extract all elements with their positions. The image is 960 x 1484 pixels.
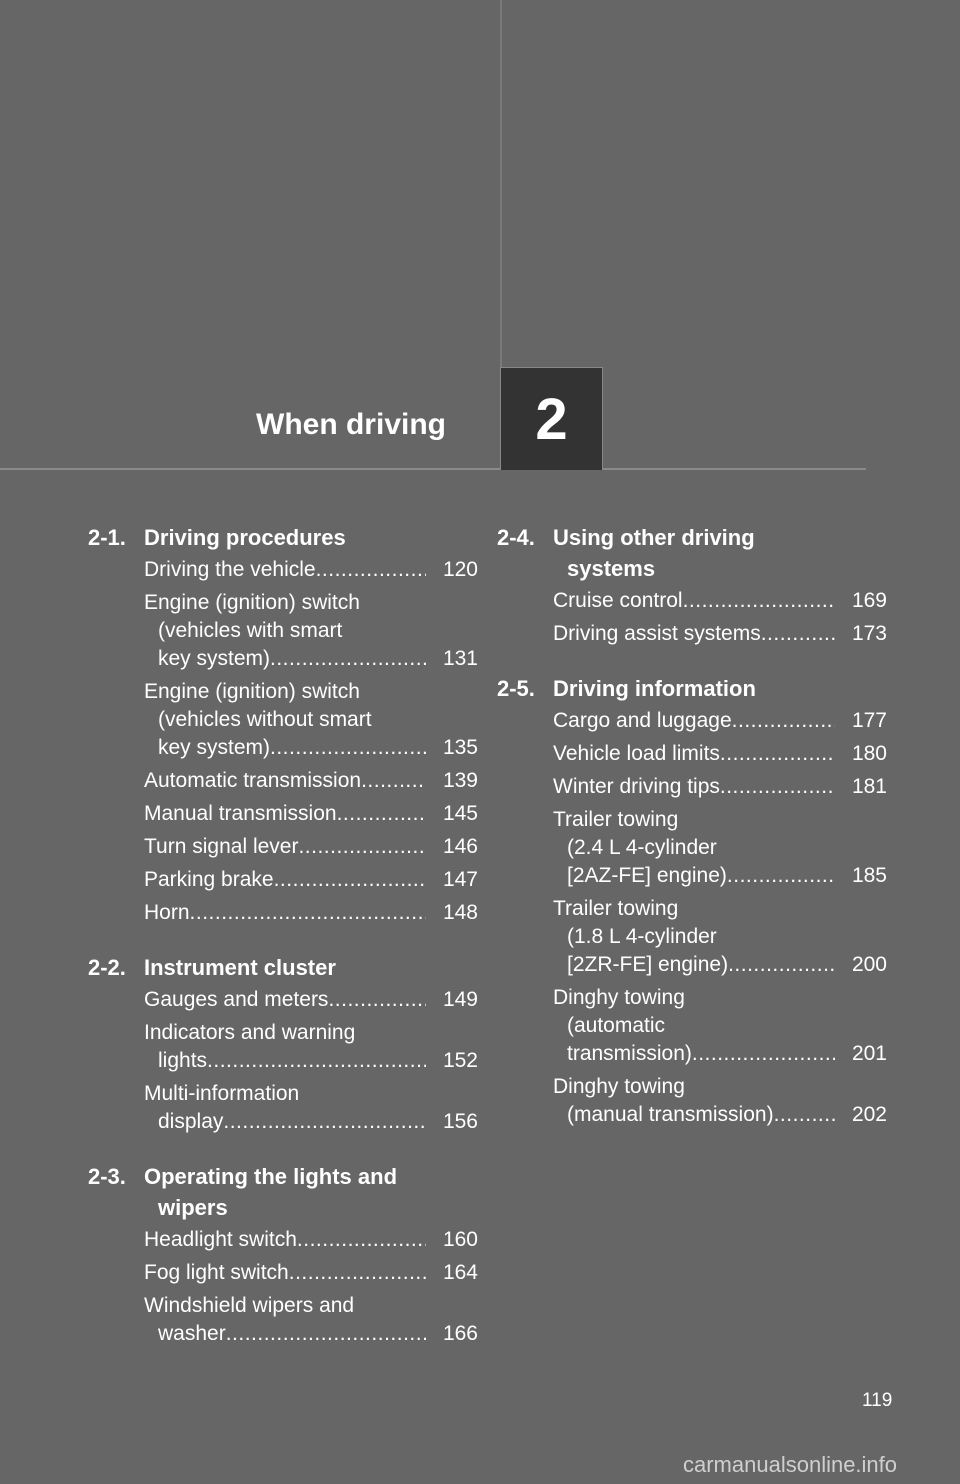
page-number: 119	[862, 1390, 893, 1411]
chapter-number: 2	[535, 386, 568, 452]
entry-text: display	[158, 1110, 224, 1133]
entry-text-line: Dinghy towing	[553, 986, 685, 1009]
entry-last-line	[553, 707, 887, 735]
entry-text: Driving the vehicle	[144, 558, 316, 581]
entry-text-line: (vehicles with smart	[158, 619, 343, 642]
entry-last-line	[144, 1320, 478, 1348]
toc-entry[interactable]	[553, 773, 887, 801]
entry-text: Horn	[144, 901, 190, 924]
entry-text-line: (vehicles without smart	[158, 708, 372, 731]
entry-page-number: 147	[442, 868, 478, 891]
toc-entry[interactable]	[144, 678, 478, 762]
entry-page-number: 146	[442, 835, 478, 858]
entry-text: Parking brake	[144, 868, 274, 891]
entry-last-line	[553, 862, 887, 890]
section-title-line: Operating the lights and	[144, 1164, 398, 1189]
entry-page-number: 202	[851, 1103, 887, 1126]
toc-section	[88, 522, 478, 927]
entry-page-number: 166	[442, 1322, 478, 1345]
toc-section	[497, 673, 887, 1129]
entry-last-line	[553, 1101, 887, 1129]
entry-text: Driving assist systems	[553, 622, 761, 645]
toc-column-left	[88, 522, 478, 1373]
dot-leader	[732, 707, 835, 735]
entry-text-line: Dinghy towing	[553, 1075, 685, 1098]
section-title-line: Using other driving	[553, 525, 755, 550]
entry-page-number: 148	[442, 901, 478, 924]
entry-page-number: 200	[851, 953, 887, 976]
entry-page-number: 131	[442, 647, 478, 670]
section-heading	[88, 522, 478, 553]
section-heading	[497, 673, 887, 704]
toc-entry[interactable]	[144, 556, 478, 584]
entry-text: Winter driving tips	[553, 775, 720, 798]
entry-text: Automatic transmission	[144, 769, 362, 792]
entry-last-line	[144, 645, 478, 673]
entry-text: lights	[158, 1049, 208, 1072]
entry-text: [2AZ-FE] engine)	[567, 864, 727, 887]
section-entries	[497, 707, 887, 1129]
entry-last-line	[144, 1108, 478, 1136]
entry-last-line	[144, 1226, 478, 1254]
section-entries	[497, 587, 887, 648]
entry-last-line	[553, 587, 887, 615]
section-number: 2-2.	[88, 955, 126, 980]
entry-text-line: Trailer towing	[553, 897, 679, 920]
section-title-line: Instrument cluster	[144, 955, 336, 980]
section-title	[144, 522, 478, 553]
dot-leader	[692, 1040, 835, 1068]
entry-page-number: 145	[442, 802, 478, 825]
section-title-line: wipers	[158, 1195, 228, 1220]
entry-text: transmission)	[567, 1042, 692, 1065]
dot-leader	[316, 556, 426, 584]
dot-leader	[328, 986, 426, 1014]
section-heading	[497, 522, 887, 584]
entry-page-number: 149	[442, 988, 478, 1011]
entry-page-number: 160	[442, 1228, 478, 1251]
dot-leader	[289, 1259, 426, 1287]
entry-last-line	[144, 1047, 478, 1075]
entry-text-line: Engine (ignition) switch	[144, 591, 360, 614]
entry-text: Fog light switch	[144, 1261, 289, 1284]
section-number: 2-5.	[497, 676, 535, 701]
section-title	[553, 522, 887, 584]
entry-last-line	[144, 556, 478, 584]
entry-text: Cruise control	[553, 589, 683, 612]
toc-section	[88, 1161, 478, 1348]
dot-leader	[683, 587, 835, 615]
entry-page-number: 180	[851, 742, 887, 765]
entry-text: [2ZR-FE] engine)	[567, 953, 729, 976]
toc-entry[interactable]	[144, 866, 478, 894]
section-entries	[88, 986, 478, 1136]
entry-text: Turn signal lever	[144, 835, 299, 858]
entry-text-line: Windshield wipers and	[144, 1294, 355, 1317]
section-entries	[88, 556, 478, 927]
section-heading	[88, 1161, 478, 1223]
dot-leader	[720, 773, 835, 801]
section-title	[553, 673, 887, 704]
toc-entry[interactable]	[144, 1019, 478, 1075]
entry-last-line	[553, 773, 887, 801]
entry-text-line: Trailer towing	[553, 808, 679, 831]
dot-leader	[727, 862, 835, 890]
entry-page-number: 177	[851, 709, 887, 732]
entry-page-number: 152	[442, 1049, 478, 1072]
entry-text-line: Engine (ignition) switch	[144, 680, 360, 703]
entry-page-number: 173	[851, 622, 887, 645]
dot-leader	[728, 951, 835, 979]
chapter-number-box	[500, 367, 603, 470]
toc-entry[interactable]	[553, 984, 887, 1068]
toc-entry[interactable]	[144, 1226, 478, 1254]
toc-section	[88, 952, 478, 1136]
entry-page-number: 139	[442, 769, 478, 792]
toc-entry[interactable]	[553, 707, 887, 735]
entry-page-number: 120	[442, 558, 478, 581]
section-title-line: Driving procedures	[144, 525, 346, 550]
chapter-title: When driving	[256, 408, 446, 441]
section-title-line: systems	[567, 556, 656, 581]
dot-leader	[207, 1047, 426, 1075]
toc-entry[interactable]	[144, 1080, 478, 1136]
entry-text: key system)	[158, 736, 271, 759]
watermark: carmanualsonline.info	[683, 1452, 898, 1477]
dot-leader	[223, 1108, 426, 1136]
toc-entry[interactable]	[144, 800, 478, 828]
toc-entry[interactable]	[144, 986, 478, 1014]
entry-last-line	[553, 1040, 887, 1068]
toc-entry[interactable]	[553, 1073, 887, 1129]
dot-leader	[190, 899, 426, 927]
entry-text: Manual transmission	[144, 802, 337, 825]
toc-entry[interactable]	[144, 589, 478, 673]
toc-entry[interactable]	[144, 899, 478, 927]
dot-leader	[298, 833, 426, 861]
entry-page-number: 164	[442, 1261, 478, 1284]
section-entries	[88, 1226, 478, 1348]
entry-last-line	[553, 951, 887, 979]
entry-last-line	[553, 740, 887, 768]
entry-page-number: 169	[851, 589, 887, 612]
entry-text-line: Multi-information	[144, 1082, 300, 1105]
entry-last-line	[144, 986, 478, 1014]
dot-leader	[720, 740, 835, 768]
entry-text: (manual transmission)	[567, 1103, 774, 1126]
toc-entry[interactable]	[553, 620, 887, 648]
dot-leader	[270, 645, 426, 673]
toc-entry[interactable]	[553, 806, 887, 890]
entry-text: washer	[158, 1322, 226, 1345]
toc-column-right	[497, 522, 887, 1154]
entry-page-number: 156	[442, 1110, 478, 1133]
toc-entry[interactable]	[553, 895, 887, 979]
entry-page-number: 135	[442, 736, 478, 759]
toc-entry[interactable]	[553, 740, 887, 768]
section-title	[144, 1161, 478, 1223]
toc-entry[interactable]	[553, 587, 887, 615]
section-number: 2-4.	[497, 525, 535, 550]
entry-text: Cargo and luggage	[553, 709, 732, 732]
entry-last-line	[553, 620, 887, 648]
section-title	[144, 952, 478, 983]
entry-last-line	[144, 833, 478, 861]
header-rule	[0, 468, 866, 470]
dot-leader	[270, 734, 426, 762]
entry-last-line	[144, 767, 478, 795]
entry-page-number: 185	[851, 864, 887, 887]
dot-leader	[297, 1226, 426, 1254]
dot-leader	[761, 620, 835, 648]
entry-text: Gauges and meters	[144, 988, 329, 1011]
entry-last-line	[144, 866, 478, 894]
entry-text: Headlight switch	[144, 1228, 297, 1251]
entry-text-line: (automatic	[567, 1014, 666, 1037]
toc-entry[interactable]	[144, 1292, 478, 1348]
dot-leader	[774, 1101, 835, 1129]
toc-section	[497, 522, 887, 648]
section-title-line: Driving information	[553, 676, 756, 701]
section-number: 2-3.	[88, 1164, 126, 1189]
section-heading	[88, 952, 478, 983]
toc-entry[interactable]	[144, 1259, 478, 1287]
entry-text-line: Indicators and warning	[144, 1021, 356, 1044]
section-number: 2-1.	[88, 525, 126, 550]
toc-entry[interactable]	[144, 767, 478, 795]
entry-text-line: (2.4 L 4-cylinder	[567, 836, 717, 859]
entry-text: Vehicle load limits	[553, 742, 720, 765]
entry-last-line	[144, 734, 478, 762]
entry-text: key system)	[158, 647, 271, 670]
dot-leader	[226, 1320, 426, 1348]
dot-leader	[337, 800, 426, 828]
entry-last-line	[144, 1259, 478, 1287]
entry-text-line: (1.8 L 4-cylinder	[567, 925, 717, 948]
entry-last-line	[144, 800, 478, 828]
dot-leader	[274, 866, 426, 894]
entry-last-line	[144, 899, 478, 927]
dot-leader	[361, 767, 426, 795]
toc-entry[interactable]	[144, 833, 478, 861]
entry-page-number: 181	[851, 775, 887, 798]
entry-page-number: 201	[851, 1042, 887, 1065]
